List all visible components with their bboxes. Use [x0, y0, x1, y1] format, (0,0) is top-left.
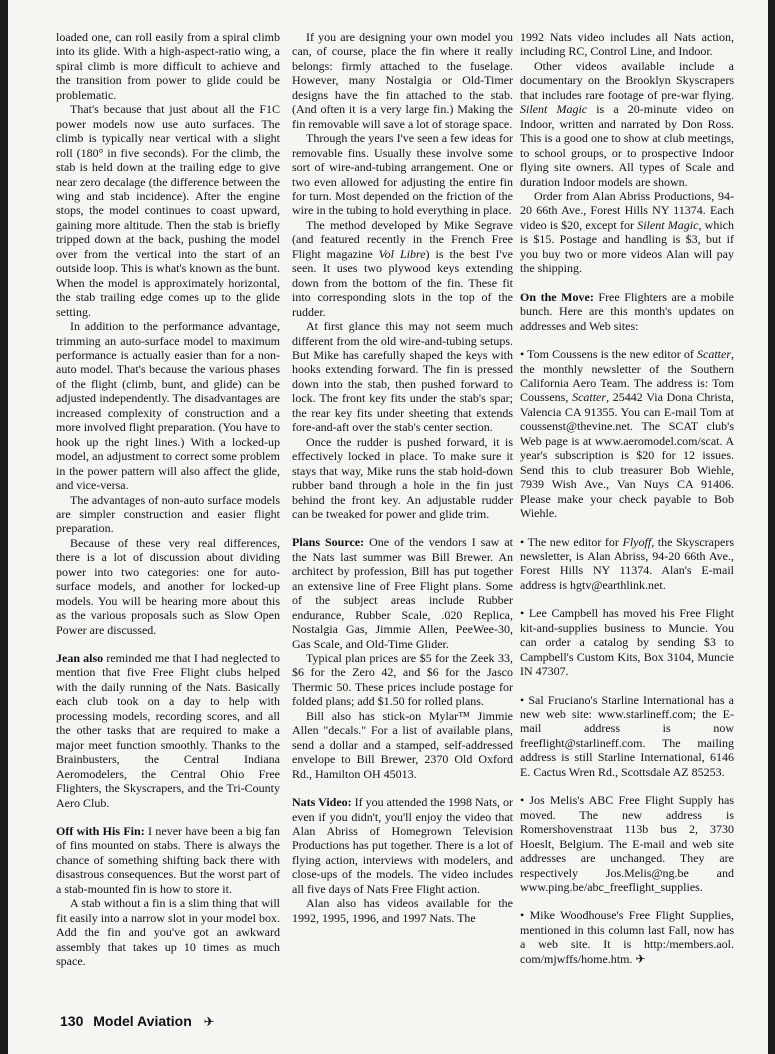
- airplane-icon: ✈: [635, 951, 646, 966]
- newsletter-title: Scatter: [697, 347, 731, 362]
- paragraph: In addition to the performance advantage, trimming an auto-surface model to maximum performance is actually easier than for a non-auto model. That's because the various phases of the flight (climb, bunt, and glide) can be adjusted independently. The disadvantages are increased complexity of construction and a more involved flight preparation. (You have to hook up the right lines.) With a locked-up model, an adjustment to correct some problem in the power pattern will also affect the glide, and vice-versa.: [56, 319, 280, 493]
- paragraph-text: The method developed by Mike Segrave (and featured recently in the French Free Flight magazine: [292, 217, 513, 261]
- paragraph: 1992 Nats video includes all Nats action, including RC, Control Line, and Indoor.: [520, 30, 734, 59]
- magazine-title: Vol Libre: [378, 246, 426, 261]
- paragraph-text: reminded me that I had neglected to mention that five Free Flight clubs helped with the daily running of the Nats. Basically each club took on a day to help with processing models, recording scores, and all the other tasks that are required to make a major meet function smoothly. Thanks to the Brainbusters, the Central Indiana Aeromodelers, the Central Ohio Free Flighters, the Skyscrapers, and the Tri-County Aero Club.: [56, 651, 280, 810]
- paragraph: [520, 290, 734, 333]
- paragraph-text: , which is $15. Postage and handling is $3, but if you buy two or more videos Alan will pay the shipping.: [520, 217, 735, 276]
- column-3: [520, 30, 734, 966]
- section-heading: Plans Source:: [292, 535, 365, 550]
- airplane-icon: ✈: [203, 1014, 215, 1029]
- paragraph: At first glance this may not seem much different from the old wire-and-tubing setups. But Mike has carefully shaped the keys with hooks extending forward. The fin is pressed down into the stab, then pushed forward to lock. The front key fits under the stab's spar; the rear key fits under sheeting that extends fore-and-aft over the stab's center section.: [292, 319, 513, 435]
- video-title: Silent Magic: [520, 102, 588, 117]
- paragraph: A stab without a fin is a slim thing that will fit easily into a narrow slot in your model box. Add the fin and you've got an awkward assembly that takes up 10 times as much space.: [56, 896, 280, 969]
- page-footer: [60, 1013, 215, 1030]
- magazine-page: [8, 0, 768, 1054]
- list-item-text: • Mike Woodhouse's Free Flight Supplies, mentioned in this column last Fall, now has a web site. It is http:/members.aol. com/mjwffs/home.htm.: [520, 908, 734, 966]
- section-heading: Off with His Fin:: [56, 824, 145, 839]
- list-item-text: • Tom Coussens is the new editor of: [520, 347, 697, 362]
- newsletter-title: Flyoff: [622, 534, 652, 549]
- paragraph-text: If you attended the 1998 Nats, or even if you didn't, you'll enjoy the video that Alan Abriss of Homegrown Television Productions has put together. There is a lot of flying action, interviews with modelers, and close-ups of the models. The video includes all five days of Nats Free Flight action.: [292, 795, 513, 896]
- page-number: 130: [60, 1013, 84, 1029]
- section-heading: Jean also: [56, 651, 104, 666]
- paragraph: loaded one, can roll easily from a spiral climb into its glide. With a high-aspect-ratio wing, a spiral climb is more difficult to achieve and the transition from power to glide could be problematic.: [56, 30, 280, 102]
- paragraph: If you are designing your own model you can, of course, place the fin where it really belongs: firmly attached to the fuselage. However, many Nostalgia or Old-Timer designs have the fin attached to the stab. (And often it is a very large fin.) Making the fin removable will save a lot of storage space.: [292, 30, 513, 131]
- paragraph: Because of these very real differences, there is a lot of discussion about dividing power into two categories: one for auto-surface models, and another for locked-up models. You will be hearing more about this as the various proposals such as Slow Open Power are discussed.: [56, 535, 280, 637]
- paragraph: Typical plan prices are $5 for the Zeek 33, $6 for the Zero 42, and $6 for the Jasco Thermic 50. These prices include postage for folded plans; add $1.50 for rolled plans.: [292, 651, 513, 709]
- magazine-name: Model Aviation: [93, 1013, 192, 1029]
- paragraph-text: ) is the best I've seen. It uses two plywood keys extending down from the bottom of the fin. These fit into corresponding slots in the top of the rudder.: [292, 246, 513, 319]
- paragraph: Bill also has stick-on Mylar™ Jimmie Allen "decals." For a list of available plans, send a dollar and a stamped, self-addressed envelope to Bill Brewer, 2370 Old Oxford Rd., Hamilton OH 45013.: [292, 708, 513, 781]
- newsletter-title: Scatter: [572, 390, 607, 405]
- section-heading: Nats Video:: [292, 795, 352, 810]
- paragraph: [520, 59, 734, 189]
- paragraph: The advantages of non-auto surface models are simpler construction and easier flight preparation.: [56, 492, 280, 536]
- list-item: [520, 347, 734, 520]
- list-item: • Sal Fruciano's Starline International has a new web site: www.starlineff.com; the E-mail address is now freeflight@starlineff.com. The mailing address is still Starline International, 6146 E. Cactus Wren Rd., Scottsdale AZ 85253.: [520, 692, 734, 779]
- list-item: • Lee Campbell has moved his Free Flight kit-and-supplies business to Muncie. You can order a catalog by sending $3 to Campbell's Custom Kits, Box 3104, Muncie IN 47307.: [520, 606, 734, 679]
- list-item-text: , the monthly newsletter of the Southern California Aero Team. The address is: Tom Coussens,: [520, 347, 734, 405]
- paragraph: [56, 824, 280, 896]
- column-1: [56, 30, 280, 969]
- paragraph-text: One of the vendors I saw at the Nats last summer was Bill Brewer. An architect by profession, Bill has put together an extensive line of Free Flight plans. Some of the subject areas include Rubber endurance, Rubber Scale, .020 Replica, Nostalgia Gas, Jimmie Allen, PeeWee-30, Gas Scale, and Old-Time Glider.: [292, 535, 513, 651]
- column-2: [292, 30, 513, 925]
- paragraph: Alan also has videos available for the 1992, 1995, 1996, and 1997 Nats. The: [292, 896, 513, 925]
- paragraph: Once the rudder is pushed forward, it is effectively locked in place. To make sure it stays that way, Mike runs the stab hold-down rubber band through a hole in the fin just behind the front key. An adjustable rudder can be tweaked for power and glide trim.: [292, 434, 513, 521]
- list-item-text: , the Skyscrapers newsletter, is Alan Abriss, 94-20 66th Ave., Forest Hills NY 11374. Alan's E-mail address is hgtv@earthlink.net.: [520, 534, 734, 592]
- section-heading: On the Move:: [520, 289, 594, 304]
- paragraph-text: Free Flighters are a mobile bunch. Here are this month's updates on addresses and Web sites:: [520, 289, 734, 333]
- paragraph: [520, 189, 734, 276]
- list-item-text: • The new editor for: [520, 534, 623, 549]
- list-item: [520, 908, 734, 966]
- paragraph: That's because that just about all the F1C power models now use auto surfaces. The climb is typically near vertical with a slight roll (180° in five seconds). For the climb, the stab is held down at the trailing edge to give near zero decalage (the difference between the wing and stab incidence). After the engine stops, the model continues to coast upward, gaining more altitude. Then the stab is briefly tripped down at the back, pushing the model over from the vertical into the start of an outside loop. This is what's known as the bunt. When the model is approximately horizontal, the stab trailing edge comes up to the glide setting.: [56, 102, 280, 319]
- list-item: • Jos Melis's ABC Free Flight Supply has moved. The new address is Romershovenstraat 113b bus 2, 3730 Hoeslt, Belgium. The E-mail and web site addresses are unchanged. They are respectively Jos.Melis@ng.be and www.ping.be/abc_freeflight_supplies.: [520, 793, 734, 895]
- list-item-text: , 25442 Via Dona Christa, Valencia CA 91355. You can E-mail Tom at coussenst@thevine.net. The SCAT club's Web page is at www.aeromodel.com/scat. A year's subscription is $20 for 12 issues. Send this to club treasurer Bob Wiehle, 7939 Wish Ave., Van Nuys CA 91406. Please make your check payable to Bob Wiehle.: [520, 390, 734, 521]
- paragraph: [292, 218, 513, 319]
- paragraph: [56, 651, 280, 810]
- paragraph-text: I never have been a big fan of fins mounted on stabs. There is always the chance of something shifting back there with disastrous consequences. But the worst part of a stab-mounted fin is how to store it.: [56, 824, 280, 896]
- paragraph-text: Order from Alan Abriss Productions, 94-20 66th Ave., Forest Hills NY 11374. Each video is $20, except for: [520, 188, 734, 232]
- list-item: [520, 535, 734, 593]
- paragraph: [292, 535, 513, 651]
- video-title: Silent Magic: [637, 217, 699, 232]
- paragraph-text: Other videos available include a documentary on the Brooklyn Skyscrapers that includes rare footage of pre-war flying.: [520, 58, 734, 102]
- paragraph: Through the years I've seen a few ideas for removable fins. Usually these involve some sort of wire-and-tubing arrangement. One or two even allowed for adjusting the entire fin for turn. Most depended on the friction of the wire in the tubing to hold everything in place.: [292, 131, 513, 218]
- paragraph-text: is a 20-minute video on Indoor, written and narrated by Don Ross. This is a good one to show at club meetings, to school groups, or to prospective Indoor flying site owners. All types of Scale and duration Indoor models are shown.: [520, 102, 734, 189]
- paragraph: [292, 795, 513, 896]
